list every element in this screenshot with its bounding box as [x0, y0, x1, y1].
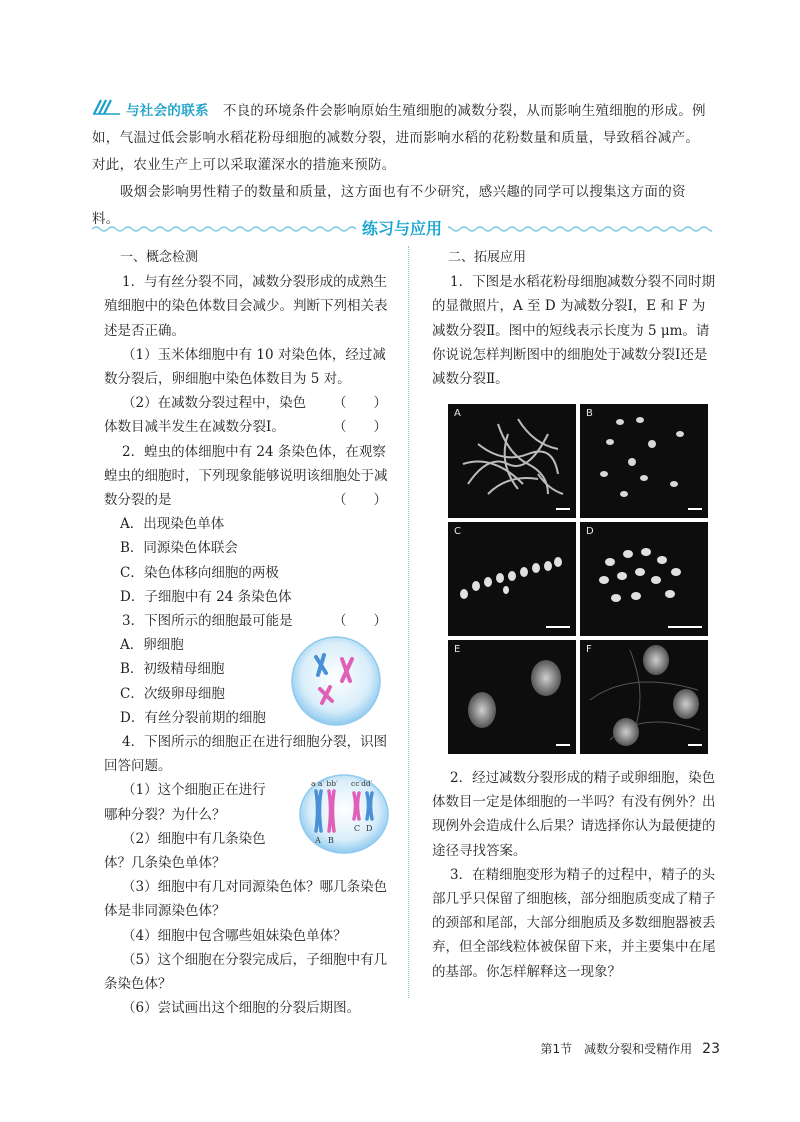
question-4-1b: 哪种分裂？为什么？ — [104, 806, 226, 823]
extension-question-2: 2．经过减数分裂形成的精子或卵细胞，染色体数目一定是体细胞的一半吗？有没有例外？出现例外会造成什么后果？请选择你认为最便捷的途径寻找答案。 — [432, 770, 716, 859]
cell2-label-b: B — [328, 836, 334, 845]
q3-option-c: C．次级卵母细胞 — [120, 685, 225, 702]
society-heading: 与社会的联系 — [126, 103, 209, 119]
cell2-label-top1: a a′ bb′ — [311, 779, 338, 788]
question-4-6: （6）尝试画出这个细胞的分裂后期图。 — [122, 1000, 361, 1017]
question-1-2-text: （2）在减数分裂过程中，染色体数目减半发生在减数分裂Ⅰ。 — [104, 395, 307, 436]
micrograph-a — [448, 404, 576, 518]
extension-heading: 二、拓展应用 — [448, 250, 527, 265]
page-footer — [520, 1040, 720, 1057]
scale-bar — [556, 744, 570, 746]
q3-option-a: A．卵细胞 — [120, 637, 184, 654]
q2-option-d: D．子细胞中有 24 条染色体 — [120, 588, 292, 605]
scale-bar — [556, 508, 570, 510]
question-4-3: （3）细胞中有几对同源染色体？哪几条染色体是非同源染色体？ — [104, 879, 388, 920]
society-p1-text: 不良的环境条件会影响原始生殖细胞的减数分裂，从而影响生殖细胞的形成。例如，气温过低会影响水稻花粉母细胞的减数分裂，进而影响水稻的花粉数量和质量，导致稻谷减产。对此，农业生产上可以采取灌深水的措施来预防。 — [92, 103, 706, 173]
micrograph-label-e: E — [454, 644, 461, 655]
scale-bar — [668, 626, 702, 628]
question-3-text: 3．下图所示的细胞最可能是 — [122, 613, 293, 630]
q2-option-b: B．同源染色体联会 — [120, 540, 238, 557]
scale-bar — [688, 744, 702, 746]
micrograph-label-f: F — [586, 644, 592, 655]
cell-diagram-q4 — [298, 773, 390, 859]
question-4-2a: （2）细胞中有几条染色 — [122, 830, 266, 847]
q3-option-b: B．初级精母细胞 — [120, 661, 225, 678]
answer-blank: （ ） — [333, 395, 387, 412]
exercise-banner — [92, 216, 712, 242]
banner-title: 练习与应用 — [356, 216, 448, 242]
micrograph-label-a: A — [454, 408, 461, 419]
question-1: 1．与有丝分裂不同，减数分裂形成的成熟生殖细胞中的染色体数目会减少。判断下列相关表述是否正确。 — [104, 274, 388, 339]
micrograph-grid — [448, 404, 708, 754]
answer-blank: （ ） — [333, 613, 387, 630]
question-1-1 — [104, 343, 399, 412]
question-3 — [104, 609, 399, 633]
society-link-icon — [92, 98, 122, 125]
cell2-label-d: D — [366, 824, 373, 833]
right-column-lower — [432, 766, 716, 984]
question-4-5: （5）这个细胞在分裂完成后，子细胞中有几条染色体？ — [104, 951, 388, 993]
micrograph-d — [580, 522, 708, 636]
cell2-label-c: C — [354, 824, 361, 833]
extension-question-1: 1．下图是水稻花粉母细胞减数分裂不同时期的显微照片，A 至 D 为减数分裂Ⅰ，E 和 F 为减数分裂Ⅱ。图中的短线表示长度为 5 μm。请你说说怎样判断图中的细胞处于减数分裂Ⅰ还是减数分裂Ⅱ。 — [432, 274, 716, 388]
question-4: 4．下图所示的细胞正在进行细胞分裂，识图回答问题。 — [104, 734, 388, 775]
micrograph-label-b: B — [586, 408, 593, 419]
question-4-4: （4）细胞中包含哪些姐妹染色单体？ — [122, 927, 347, 944]
page-number: 23 — [702, 1041, 720, 1057]
question-2-text: 2．蝗虫的体细胞中有 24 条染色体，在观察蝗虫的细胞时，下列现象能够说明该细胞处于减数分裂的是 — [104, 443, 388, 509]
micrograph-b — [580, 404, 708, 518]
q2-option-c: C．染色体移向细胞的两极 — [120, 564, 279, 581]
question-2 — [104, 440, 399, 513]
cell2-label-a: A — [315, 836, 321, 845]
micrograph-c — [448, 522, 576, 636]
micrograph-e — [448, 640, 576, 754]
question-4-1a: （1）这个细胞正在进行 — [122, 782, 266, 799]
q3-option-d: D．有丝分裂前期的细胞 — [120, 709, 266, 726]
cell-diagram-q3 — [288, 633, 384, 733]
micrograph-label-c: C — [454, 526, 461, 537]
society-paragraph-1 — [92, 98, 712, 179]
scale-bar — [546, 626, 570, 628]
column-divider — [408, 246, 409, 998]
society-section — [92, 98, 712, 233]
answer-blank: （ ） — [333, 419, 387, 436]
micrograph-f — [580, 640, 708, 754]
extension-question-3: 3．在精细胞变形为精子的过程中，精子的头部几乎只保留了细胞核，部分细胞质变成了精子的颈部和尾部，大部分细胞质及多数细胞器被丢弃，但全部线粒体被保留下来，并主要集中在尾的基部。你怎样解释这一现象？ — [432, 866, 716, 980]
answer-blank: （ ） — [333, 492, 387, 509]
scale-bar — [688, 508, 702, 510]
right-column — [432, 246, 716, 391]
cell2-label-top2: cc′dd′ — [351, 779, 373, 788]
footer-section-title: 第1节 减数分裂和受精作用 — [540, 1042, 693, 1056]
question-4-2b: 体？几条染色单体？ — [104, 855, 226, 872]
question-1-1-text: （1）玉米体细胞中有 10 对染色体，经过减数分裂后，卵细胞中染色体数目为 5 对。 — [104, 346, 386, 388]
society-paragraph-2: 吸烟会影响男性精子的数量和质量，这方面也有不少研究，感兴趣的同学可以搜集这方面的资料。 — [92, 184, 686, 227]
q2-option-a: A．出现染色单体 — [120, 516, 225, 533]
concept-check-heading: 一、概念检测 — [120, 250, 199, 265]
micrograph-label-d: D — [586, 526, 594, 537]
